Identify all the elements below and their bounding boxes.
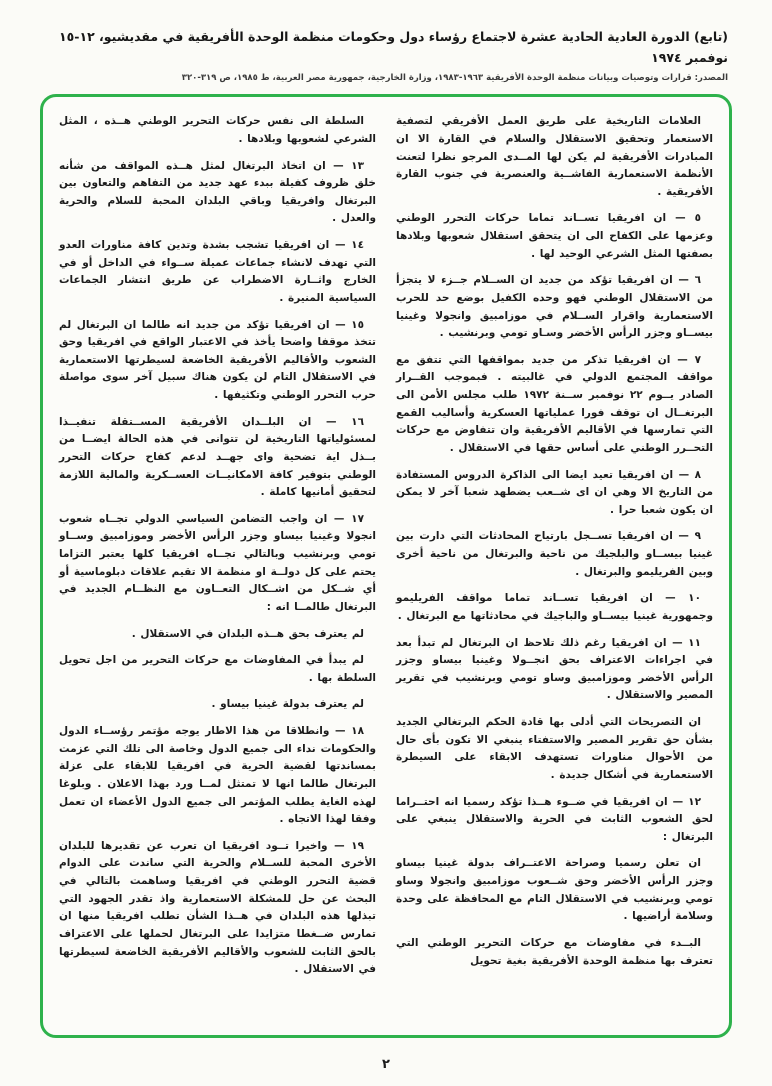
paragraph: ١٢ — ان افريقيا في ضــوء هــذا تؤكد رسميا انه احتــراما لحق الشعوب الثابت في الحرية والاستقلال ينبغي على البرتغال : (396, 795, 713, 843)
paragraph: ١١ — ان افريقيا رغم ذلك تلاحظ ان البرتغال لم تبدأ بعد في اجراءات الاعتراف بحق انجــولا وغينيا بيساو وجزر الرأس الأخضر وموزامبيق وساو تومي وبرنشيب في تقرير المصير والاستقلال . (396, 636, 713, 702)
document-source-line: المصدر: قرارات وتوصيات وبيانات منظمة الوحدة الأفريقية ١٩٦٣-١٩٨٣، وزارة الخارجية، جمهورية مصر العربية، ط ١٩٨٥، ص ٣١٩-٣٢٠ (181, 72, 728, 83)
paragraph: ١٦ — ان البلــدان الأفريقية المســتقلة تنفيــذا لمسئولياتها التاريخية لن تتوانى في هذه الحالة ايضــا من بــذل اية تضحية واى جهــد لدعم كفاح حركات التحرر الوطني بتوفير كافة الامكانيــات العســكرية والمالية اللازمة لتحقيق أمانيها كاملة . (59, 415, 376, 499)
paragraph: ١٣ — ان اتخاذ البرتغال لمثل هــذه المواقف من شأنه خلق ظروف كفيلة ببدء عهد جديد من التفاهم والتعاون بين البرتغال وافريقيا وباقي البلدان المحبة للسلام والحرية والعدل . (59, 159, 376, 225)
page-number: ٢ (382, 1057, 390, 1072)
paragraph: ٨ — ان افريقيا تعيد ايضا الى الذاكرة الدروس المستفادة من التاريخ الا وهي ان اى شــعب يضطهد شعبا آخر لا يمكن ان يكون شعبا حرا . (396, 468, 713, 516)
paragraph: ١٠ — ان افريقيا تســاند تماما مواقف الفريليمو وجمهورية غينيا بيســاو والباجيك في محادثاتها مع البرتغال . (396, 592, 713, 622)
paragraph: العلامات التاريخية على طريق العمل الأفريقي لتصفية الاستعمار وتحقيق الاستقلال والسلام في القارة الا ان المبادرات الأفريقية لم يكن لها المــدى المرجو نظرا لتعنت الأنظمة الاستعمارية الفاشــية والعنصرية في جنوب القارة الأفريقية . (396, 115, 713, 198)
paragraph: ١٥ — ان افريقيا تؤكد من جديد انه طالما ان البرتغال لم تتخذ موقفا واضحا يأخذ في الاعتبار الواقع في افريقيا وحق الشعوب والأقاليم الأفريقية الخاضعة لسيطرتها الاستعمارية في الاستقلال التام لن يكون هناك سبيل آخر سوى مواصلة حرب التحرر الوطني وتكثيفها . (59, 318, 376, 401)
paragraph: ١٩ — واخيرا تــود افريقيا ان تعرب عن تقديرها للبلدان الأخرى المحبة للســلام والحرية التي ساندت على الدوام قضية التحرر الوطني في افريقيا وساهمت بالتالي في البحث عن حل للمشكلة الاستعمارية واذ تقدر الجهود التي تبذلها هذه البلدان في هــذا الشأن تطلب افريقيا منها ان تمارس ضــغطا متزايدا على البرتغال لحملها على الاعتراف بالحق الثابت للشعوب والأقاليم الأفريقية الخاضعة لسيطرتها في الاستقلال . (59, 839, 376, 976)
paragraph: ٩ — ان افريقيا تســجل بارتياح المحادثات التي دارت بين غينيا بيســاو والبلجيك من ناحية والبرتغال من ناحية أخرى وبين الفريليمو والبرتغال . (396, 530, 713, 578)
paragraph: ١٤ — ان افريقيا تشجب بشدة وتدين كافة مناورات العدو التي تهدف لانشاء جماعات عميلة ســواء في الداخل أو في الخارج واثــارة الاضطراب عن طريق انتشار الجماعات السياسية المنيرة . (59, 239, 376, 304)
paragraph: ان تعلن رسميا وصراحة الاعتــراف بدولة غينيا بيساو وجزر الرأس الأخضر وحق شــعوب موزامبيق وانجولا وساو تومي وبرنشيب في الاستقلال التام مع المحافظة على وحدة وسلامة أراضيها . (396, 857, 713, 923)
right-text-column (396, 113, 713, 1023)
paragraph: ٧ — ان افريقيا تذكر من جديد بمواقفها التي تتفق مع مواقف المجتمع الدولي في غالبيته . فبموجب القــرار الصادر يــوم ٢٢ نوفمبر ســنة ١٩٧٢ طلب مجلس الأمن الى البرتغــال ان توقف فورا عملياتها العسكرية وأساليب القمع التي تمارسها في الأقاليم الأفريقية وان تتفاوض مع حركات التحــرر الوطني على أساس حقها في الاستقلال . (396, 353, 713, 454)
paragraph: البــدء في مفاوضات مع حركات التحرير الوطني التي تعترف بها منظمة الوحدة الأفريقية بغية تحويل (396, 936, 713, 967)
paragraph: ان التصريحات التي أدلى بها قادة الحكم البرتغالي الجديد بشأن حق تقرير المصير والاستفتاء ينبغي الا تكون بأى حال من الأحوال مناورات تستهدف الابقاء على السيطرة الاستعمارية في أشكال جديدة . (396, 716, 713, 781)
green-border-content-box (40, 94, 732, 1038)
document-header (44, 26, 728, 84)
document-title: (تابع) الدورة العادية الحادية عشرة لاجتماع رؤساء دول وحكومات منظمة الوحدة الأفريقية في مقديشيو، ١٢-١٥ نوفمبر ١٩٧٤ (58, 29, 728, 66)
paragraph: ٦ — ان افريقيا تؤكد من جديد ان الســلام جــزء لا يتجزأ من الاستقلال الوطني فهو وحده الكفيل بوضع حد للحرب الاستعمارية واقرار الســلام في موزامبيق وانجولا وغينيا بيســاو وجزر الرأس الأخضر وسـاو تومي وبرنشيب . (396, 274, 713, 340)
text-columns (59, 113, 713, 1023)
paragraph: لم يبدأ في المفاوضات مع حركات التحرير من اجل تحويل السلطة بها . (59, 654, 376, 684)
left-text-column (59, 113, 376, 1023)
paragraph: لم يعترف بحق هــذه البلدان في الاستقلال . (131, 627, 364, 640)
paragraph: السلطة الى نفس حركات التحرير الوطني هــذه ، المثل الشرعي لشعوبها وبلادها . (59, 115, 376, 145)
paragraph: لم يعترف بدولة غينيا بيساو . (211, 698, 364, 711)
paragraph: ١٨ — وانطلاقا من هذا الاطار يوجه مؤتمر رؤســاء الدول والحكومات نداء الى جميع الدول وخاصة الى تلك التي عزمت بمساندتها لقضية الحرية في افريقيا للابقاء على عزلة البرتغال طالما انها لا تمتثل لمــا ورد بهذا الاعلان . وبلوغا لهذه الغاية يطلب المؤتمر الى جميع الدول الأعضاء ان تعمل وفقا لهذا الاتجاه . (59, 725, 376, 826)
paragraph: ٥ — ان افريقيا تســاند تماما حركات التحرر الوطني وعزمها على الكفاح الى ان يتحقق استقلال شعوبها وبلادها بصفتها المثل الشرعي الوحيد لها . (396, 212, 713, 260)
paragraph: ١٧ — ان واجب التضامن السياسي الدولي تجــاه شعوب انجولا وغينيا بيساو وجزر الرأس الأخضر وموزامبيق وســاو تومي وبرنشيب وبالتالي تجــاه افريقيا كلها يعتبر التزاما يحتم على كل دولــة او منظمة الا تقيم علاقات دبلوماسية أو أي شــكل من اشــكال التعــاون مع النظــام الجديد في البرتغال طالمــا انه : (59, 512, 376, 613)
